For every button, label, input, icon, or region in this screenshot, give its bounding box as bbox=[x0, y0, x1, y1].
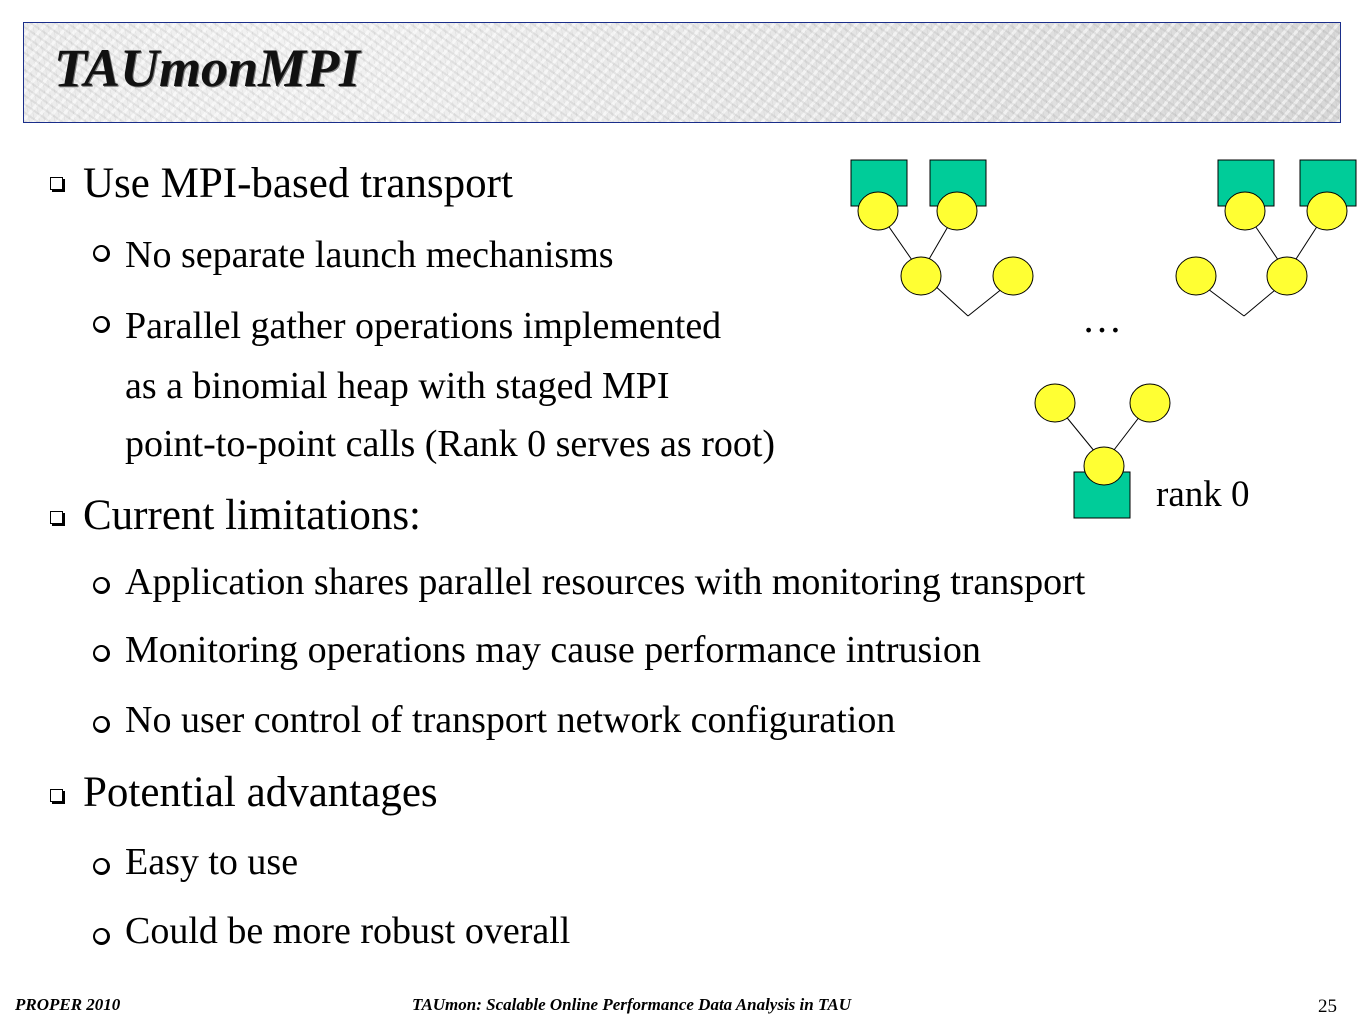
footer-left: PROPER 2010 bbox=[15, 995, 121, 1014]
heap-node bbox=[1176, 257, 1216, 295]
bullet-item: Use MPI-based transport bbox=[83, 160, 513, 207]
page-number: 25 bbox=[1318, 996, 1337, 1017]
left-tree bbox=[851, 160, 1033, 316]
heap-node bbox=[937, 192, 977, 230]
ellipsis-text: … bbox=[1082, 296, 1122, 341]
heap-node bbox=[1307, 192, 1347, 230]
root-tree bbox=[1035, 384, 1170, 518]
sub-bullet-item: Could be more robust overall bbox=[125, 910, 571, 952]
sub-bullet-item: No separate launch mechanisms bbox=[125, 234, 614, 276]
sub-bullet-item: Application shares parallel resources with monitoring transport bbox=[125, 561, 1086, 603]
sub-bullet-item: Monitoring operations may cause performance intrusion bbox=[125, 629, 981, 671]
heap-node bbox=[1225, 192, 1265, 230]
sub-bullet-item: Easy to use bbox=[125, 841, 299, 883]
sub-bullet-continuation: point-to-point calls (Rank 0 serves as root) bbox=[125, 423, 776, 465]
heap-node bbox=[1130, 384, 1170, 422]
root-node bbox=[1084, 447, 1124, 485]
heap-node bbox=[901, 257, 941, 295]
bullet-item: Potential advantages bbox=[83, 769, 438, 816]
right-tree bbox=[1176, 160, 1356, 316]
heap-node bbox=[1035, 384, 1075, 422]
sub-bullet-item: No user control of transport network configuration bbox=[125, 699, 896, 741]
sub-bullet-continuation: as a binomial heap with staged MPI bbox=[125, 365, 670, 407]
rank-label: rank 0 bbox=[1156, 474, 1250, 515]
heap-node bbox=[858, 192, 898, 230]
footer-center: TAUmon: Scalable Online Performance Data Analysis in TAU bbox=[412, 995, 852, 1014]
slide-title: TAUmonMPI bbox=[54, 38, 361, 98]
sub-bullet-item: Parallel gather operations implemented bbox=[125, 305, 722, 347]
heap-node bbox=[993, 257, 1033, 295]
bullet-item: Current limitations: bbox=[83, 492, 421, 539]
heap-node bbox=[1267, 257, 1307, 295]
